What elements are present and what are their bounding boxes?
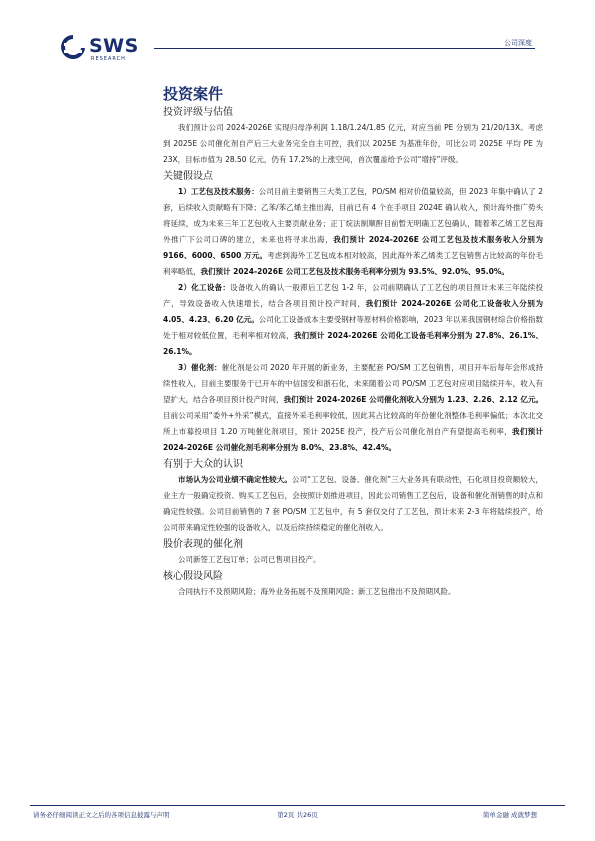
text-run: 催化剂是公司 2020 年开展的新业务，主要配套 PO/SM 工艺包销售，项目开车后每年会形成持续性收入，目前主要服务于已开车的中信国安和浙石化，未来随着公司 PO/SM 工艺包对应项目陆续开车，收入有望扩大，结合各项目预计投产时间， — [163, 363, 543, 404]
text-run: 公司“工艺包、设备、催化剂”三大业务具有联动性，石化项目投资额较大，业主方一般确定投资、购买工艺包后，会按照计划推进项目，因此公司销售工艺包后，设备和催化剂销售的时点和确定性较强。公司目前销售的 7 套 PO/SM 工艺包中，有 5 套仅交付了工艺包，预计未来 2-3 年将陆续投产，给公司带来确定性较强的设备收入，以及后续持续稳定的催化剂收入。 — [163, 475, 543, 532]
sws-logo — [60, 34, 150, 66]
bold-text: 我们预计 2024-2026E 公司工艺包及技术服务收入分别为 9166、6000、6500 万元。 — [163, 235, 543, 260]
main-content — [163, 84, 543, 600]
text-run: 合同执行不及预期风险；海外业务拓展不及预期风险；新工艺包推出不及预期风险。 — [178, 587, 456, 596]
subheading: 核心假设风险 — [163, 571, 223, 582]
sws-emblem-icon — [60, 34, 86, 62]
bold-text: 我们预计 2024-2026E 公司催化剂毛利率分别为 8.0%、23.8%、42.4%。 — [163, 427, 544, 452]
text-run: 考虑到海外工艺包成本相对较高，因此海外苯乙烯类工艺包销售占比较高的年份毛利率略低， — [163, 251, 544, 276]
footer-divider — [30, 805, 565, 806]
body-paragraph — [163, 584, 543, 600]
bold-text: 我们预计 2024-2026E 公司化工设备毛利率分别为 27.8%、26.1%、26.1%。 — [163, 331, 544, 356]
text-run: 公司化工设备成本主要受钢材等原材料价格影响，2023 年以来我国钢材综合价格指数处于相对较低位置，毛利率相对较高， — [163, 315, 543, 340]
body-paragraph — [163, 472, 543, 536]
body-paragraph — [163, 280, 543, 360]
page-number: 第2页 共26页 — [277, 811, 318, 819]
body-paragraph — [163, 120, 543, 168]
text-run: 目前公司采用“委外+外采”模式，直接外采毛利率较低，因此其占比较高的年份催化剂整体毛利率偏低；本次北交所上市募投项目 1.20 万吨催化剂项目，预计 2025E 投产，投产后公司催化剂自产有望提高毛利率， — [163, 411, 543, 436]
footer-slogan: 简单金融 成就梦想 — [482, 811, 537, 819]
text-run: 设备收入的确认一般滞后工艺包 1-2 年，公司前期确认了工艺包的项目预计未来三年陆续投产，导致设备收入快速增长，结合各项目预计投产时间， — [163, 283, 544, 308]
text-run: 公司目前主要销售三大类工艺包，PO/SM 相对价值量较高，但 2023 年集中确认了 2 套，后续收入贡献略有下降；乙苯/苯乙烯主推出海，目前已有 4 个在手项目 2024E 确认收入，预计海外推广势头将延续，成为未来三年工艺包收入主要贡献业务；正丁烷法制顺酐目前暂无明确工艺包确认，随着苯乙烯工艺包海外推广下公司口碑的建立，未来也将寻求出海， — [163, 187, 544, 244]
bold-text: 2）化工设备： — [178, 283, 231, 292]
bold-text: 3）催化剂： — [178, 363, 222, 372]
bold-text: 1）工艺包及技术服务： — [178, 187, 259, 196]
brand-subtitle: RESEARCH — [91, 56, 126, 62]
text-run: 我们预计公司 2024-2026E 实现归母净利润 1.18/1.24/1.85 亿元，对应当前 PE 分别为 21/20/13X。考虑到 2025E 公司催化剂自产后三大业务完全自主可控，我们以 2025E 为基准年份，可比公司 2025E 平均 PE 为 23X，目标市值为 28.50 亿元，仍有 17.2%的上涨空间，首次覆盖给予公司“增持”评级。 — [163, 123, 543, 164]
subheading: 关键假设点 — [163, 171, 213, 182]
section-title: 投资案件 — [163, 85, 224, 103]
bold-text: 市场认为公司业绩不确定性较大。 — [178, 475, 292, 484]
text-run: 公司新签工艺包订单；公司已售项目投产。 — [178, 555, 321, 564]
body-paragraph — [163, 360, 543, 456]
bold-text: 我们预计 2024-2026E 公司工艺包及技术服务毛利率分别为 93.5%、92.0%、95.0%。 — [200, 267, 509, 276]
subheading: 投资评级与估值 — [163, 107, 233, 118]
body-paragraph — [163, 552, 543, 568]
content-blocks — [163, 105, 543, 600]
bold-text: 我们预计 2024-2026E 公司化工设备收入分别为 4.05、4.23、6.20 亿元。 — [163, 299, 543, 324]
bold-text: 我们预计 2024-2026E 公司催化剂收入分别为 1.23、2.26、2.12 亿元。 — [283, 395, 543, 404]
subheading: 有别于大众的认识 — [163, 459, 243, 470]
footer-disclaimer: 请务必仔细阅读正文之后的各项信息披露与声明 — [33, 811, 170, 819]
subheading: 股价表现的催化剂 — [163, 539, 243, 550]
body-paragraph — [163, 184, 543, 280]
header-divider — [154, 48, 535, 49]
report-type-label: 公司深度 — [504, 39, 532, 47]
brand-wordmark: SWS — [89, 35, 139, 57]
